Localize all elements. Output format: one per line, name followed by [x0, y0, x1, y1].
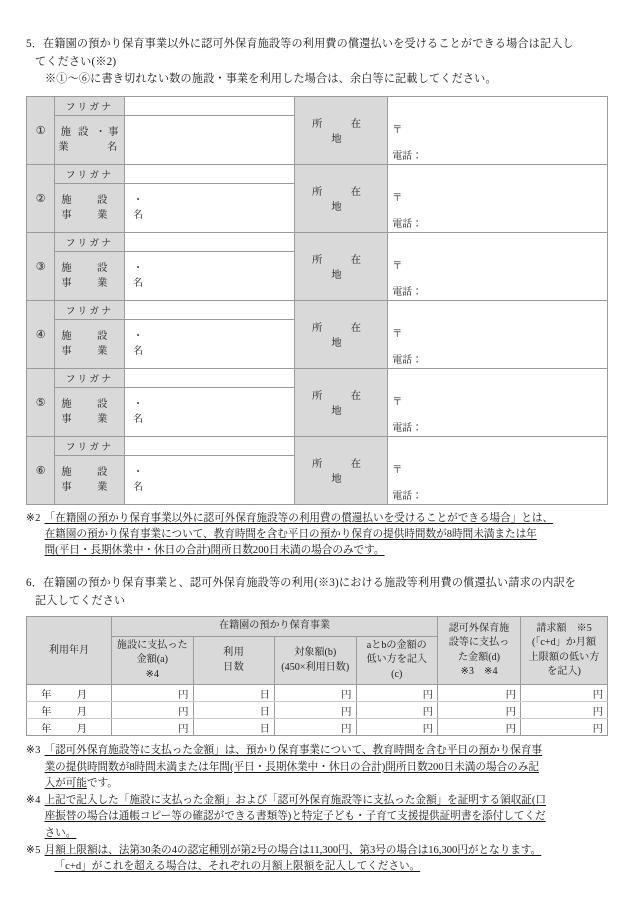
facility-name-label-line-1: 施 設 ・ [61, 194, 151, 206]
cell-lower-of-ab[interactable]: 円 [356, 719, 438, 736]
cell-claim-amount[interactable]: 円 [521, 685, 608, 702]
address-label: 所 在 地 [294, 436, 388, 504]
facility-name-label-line-2: 事 業 名 [61, 413, 151, 425]
facility-name-input[interactable] [124, 319, 294, 368]
cell-target-amount[interactable]: 円 [275, 719, 357, 736]
table-row [27, 719, 608, 736]
address-label: 所 在 地 [294, 368, 388, 436]
cell-lower-of-ab[interactable]: 円 [356, 702, 438, 719]
facility-row-number: ⑤ [27, 368, 55, 436]
cell-use-month-month: 月 [76, 689, 87, 701]
furigana-input[interactable] [124, 300, 294, 319]
furigana-input[interactable] [124, 436, 294, 455]
cell-paid-facility[interactable]: 円 [112, 702, 194, 719]
column-header-lower-of-ab-line-1: aとbの金額の [366, 639, 427, 651]
address-input[interactable] [388, 368, 608, 436]
cell-use-month[interactable] [27, 685, 112, 702]
facility-name-label [55, 251, 151, 300]
table-row [27, 300, 608, 319]
facility-row-number: ① [27, 96, 55, 164]
footnote-5-line-2: 「c+d」がこれを超える場合は、それぞれの月額上限額を記入してください。 [54, 860, 421, 872]
facility-name-label [55, 183, 151, 232]
column-header-paid-ninkagai [438, 617, 521, 685]
facility-name-label [55, 115, 132, 164]
cell-use-month-month: 月 [76, 723, 87, 735]
zip-mark: 〒 [392, 192, 403, 204]
section6-heading [26, 575, 608, 610]
cell-paid-ninkagai[interactable]: 円 [438, 702, 521, 719]
footnote-3 [26, 743, 608, 792]
tel-label: 電話： [392, 218, 423, 230]
table-row [27, 368, 608, 387]
column-header-paid-ninkagai-line-4: ※3 ※4 [460, 666, 498, 678]
table-row [27, 685, 608, 702]
facility-row-number: ③ [27, 232, 55, 300]
column-header-claim-amount-line-2: (「c+d」か月額 [532, 637, 596, 649]
column-header-claim-amount-line-4: を記入) [547, 666, 581, 678]
facility-name-label [55, 387, 151, 436]
tel-label: 電話： [392, 422, 423, 434]
facility-list-table [26, 96, 608, 505]
cell-use-days[interactable]: 日 [193, 685, 275, 702]
column-header-use-days-line-1: 利用 [223, 647, 245, 658]
furigana-input[interactable] [124, 96, 294, 115]
facility-name-label [55, 319, 151, 368]
cell-use-days[interactable]: 日 [193, 702, 275, 719]
footnote-4-marker: ※4 [26, 795, 41, 807]
table-row [27, 96, 608, 115]
footnote-2-line-1: 「在籍園の預かり保育事業以外に認可外保育施設等の利用費の償還払いを受けることができる場合」とは、 [44, 512, 554, 524]
cell-target-amount[interactable]: 円 [275, 702, 357, 719]
column-header-use-month [27, 617, 112, 685]
facility-name-input[interactable] [124, 183, 294, 232]
zip-mark: 〒 [392, 396, 403, 408]
tel-label: 電話： [392, 150, 423, 162]
column-header-lower-of-ab-line-3: (c) [391, 668, 403, 680]
facility-name-label-line-1: 施 設 ・ [61, 262, 151, 274]
cell-paid-ninkagai[interactable]: 円 [438, 719, 521, 736]
footnote-3-marker: ※3 [26, 745, 41, 757]
footnote-4-line-2: 座振替の場合は通帳コピー等の確認ができる書類等)と特定子ども・子育て支援提供証明書を添付してくだ [44, 811, 546, 823]
cell-paid-ninkagai[interactable]: 円 [438, 685, 521, 702]
footnote-3-line-3 [45, 776, 608, 792]
footnote-5-body [45, 843, 608, 875]
facility-name-input[interactable] [124, 455, 294, 504]
column-header-paid-ninkagai-line-1: 認可外保育施 [448, 622, 510, 634]
facility-name-label [55, 455, 151, 504]
footnote-3-line-3-underlined: 入が可能 [44, 777, 87, 789]
facility-name-input[interactable] [124, 251, 294, 300]
zip-mark: 〒 [392, 260, 403, 272]
zip-mark: 〒 [392, 328, 403, 340]
furigana-input[interactable] [124, 164, 294, 183]
cell-claim-amount[interactable]: 円 [521, 702, 608, 719]
footnote-4 [26, 793, 608, 842]
column-header-use-days [193, 636, 275, 685]
section5-heading-line-2: てください(※2) [35, 55, 117, 68]
footnote-3-line-1: 「認可外保育施設等に支払った金額」は、預かり保育事業について、教育時間を含む平日の預かり保育事 [44, 745, 543, 757]
cell-use-month-year: 年 [41, 706, 52, 718]
section6-heading-line-1: 6．在籍園の預かり保育事業と、認可外保育施設等の利用(※3)における施設等利用費の償還払い請求の内訳を [26, 577, 577, 590]
facility-name-label-line-1: 施 設 ・ [61, 330, 151, 342]
column-header-target-amount-line-1: 対象額(b) [294, 647, 337, 658]
column-group-header-zaisekien: 在籍園の預かり保育事業 [112, 617, 438, 637]
footnote-2-marker: ※2 [26, 512, 41, 524]
furigana-label: フリガナ [55, 368, 125, 387]
address-input[interactable] [388, 96, 608, 164]
cell-use-month-year: 年 [41, 689, 52, 701]
facility-name-label-line-2: 事 業 名 [61, 209, 151, 221]
footnote-4-body [45, 793, 608, 842]
facility-row-number: ④ [27, 300, 55, 368]
column-header-lower-of-ab [356, 636, 438, 685]
cell-use-month[interactable] [27, 702, 112, 719]
furigana-label: フリガナ [55, 300, 125, 319]
furigana-label: フリガナ [55, 96, 125, 115]
footnote-4-line-3: さい。 [44, 827, 77, 839]
facility-name-label-line-1: 施 設 ・ [61, 398, 151, 410]
facility-name-label-line-2: 事 業 名 [61, 481, 151, 493]
footnote-5 [26, 843, 608, 875]
column-header-paid-facility-line-2: 金額(a) [136, 654, 168, 666]
footnote-2-line-2: 在籍園の預かり保育事業について、教育時間を含む平日の預かり保育の提供時間数が8時間未満または年 [44, 528, 537, 540]
column-header-claim-amount [521, 617, 608, 685]
section5-heading-line-1: 5．在籍園の預かり保育事業以外に認可外保育施設等の利用費の償還払いを受けることができる場合は記入し [26, 38, 574, 50]
facility-name-input[interactable] [124, 387, 294, 436]
furigana-input[interactable] [124, 368, 294, 387]
tel-label: 電話： [392, 354, 423, 366]
section6-heading-line-2: 記入してください [35, 594, 126, 607]
address-label: 所 在 地 [294, 300, 388, 368]
footnote-4-line-1: 上記で記入した「施設に支払った金額」および「認可外保育施設等に支払った金額」を証明する領収証(口 [44, 795, 547, 807]
column-header-target-amount-line-2: (450×利用日数) [281, 661, 350, 673]
footnote-3-line-3-tail: です。 [86, 777, 118, 789]
facility-name-label-line-2: 事 業 名 [61, 345, 151, 357]
tel-label: 電話： [392, 286, 423, 298]
furigana-label: フリガナ [55, 436, 125, 455]
facility-row-number: ⑥ [27, 436, 55, 504]
furigana-label: フリガナ [55, 232, 125, 251]
zip-mark: 〒 [392, 124, 403, 136]
facility-name-label-line-1: 施 設 ・事 [60, 126, 121, 138]
footnote-2 [26, 511, 608, 560]
address-input[interactable] [388, 164, 608, 232]
table-row [27, 436, 608, 455]
footnote-5-line-1: 月額上限額は、法第30条の4の認定種別が第2号の場合は11,300円、第3号の場合は16,300円がとなります。 [44, 844, 542, 856]
column-header-lower-of-ab-line-2: 低い方を記入 [366, 654, 428, 666]
table-row [27, 232, 608, 251]
facility-name-label-line-2: 事 業 名 [61, 277, 151, 289]
facility-name-label-line-1: 施 設 ・ [61, 466, 151, 478]
facility-name-label-line-2: 業 名 [58, 141, 132, 153]
column-header-claim-amount-line-1: 請求額 ※5 [536, 622, 592, 634]
column-header-paid-facility-line-3: ※4 [145, 668, 159, 680]
cell-use-month[interactable] [27, 719, 112, 736]
column-header-use-days-line-2: 日数 [223, 661, 245, 673]
column-header-claim-amount-line-3: 上限額の低い方 [528, 651, 600, 663]
footnote-5-marker: ※5 [26, 844, 41, 856]
cell-paid-facility[interactable]: 円 [112, 719, 194, 736]
cell-use-month-year: 年 [41, 723, 52, 735]
cell-claim-amount[interactable]: 円 [521, 719, 608, 736]
facility-name-input[interactable] [124, 115, 294, 164]
footnote-3-line-2: 業の提供時間数が8時間未満または年間(平日・長期休業中・休日の合計)開所日数200日未満の場合のみ記 [44, 761, 539, 773]
column-header-paid-ninkagai-line-3: た金額(d) [457, 651, 501, 663]
column-header-paid-facility-line-1: 施設に支払った [116, 639, 188, 651]
address-label: 所 在 地 [294, 232, 388, 300]
cell-paid-facility[interactable]: 円 [112, 685, 194, 702]
table-header-group-row [27, 617, 608, 637]
address-input[interactable] [388, 232, 608, 300]
address-label: 所 在 地 [294, 164, 388, 232]
breakdown-table [26, 616, 608, 736]
column-header-paid-facility [112, 636, 194, 685]
cell-use-days[interactable]: 日 [193, 719, 275, 736]
footnote-2-line-3: 間(平日・長期休業中・休日の合計)開所日数200日未満の場合のみです。 [44, 544, 385, 556]
section5-heading-line-3: ※①～⑥に書き切れない数の施設・事業を利用した場合は、余白等に記載してください。 [45, 73, 497, 85]
furigana-label: フリガナ [55, 164, 125, 183]
footnote-2-body [45, 511, 608, 560]
column-header-use-month-line-1: 利用年月 [48, 644, 90, 656]
address-input[interactable] [388, 436, 608, 504]
cell-lower-of-ab[interactable]: 円 [356, 685, 438, 702]
zip-mark: 〒 [392, 464, 403, 476]
column-header-paid-ninkagai-line-2: 設等に支払っ [448, 637, 510, 649]
cell-use-month-month: 月 [76, 706, 87, 718]
footnote-3-body [45, 743, 608, 792]
facility-row-number: ② [27, 164, 55, 232]
section5-heading [26, 36, 608, 89]
table-row [27, 164, 608, 183]
address-input[interactable] [388, 300, 608, 368]
furigana-input[interactable] [124, 232, 294, 251]
table-row [27, 702, 608, 719]
address-label: 所 在 地 [294, 96, 388, 164]
tel-label: 電話： [392, 490, 423, 502]
cell-target-amount[interactable]: 円 [275, 685, 357, 702]
column-header-target-amount [275, 636, 357, 685]
